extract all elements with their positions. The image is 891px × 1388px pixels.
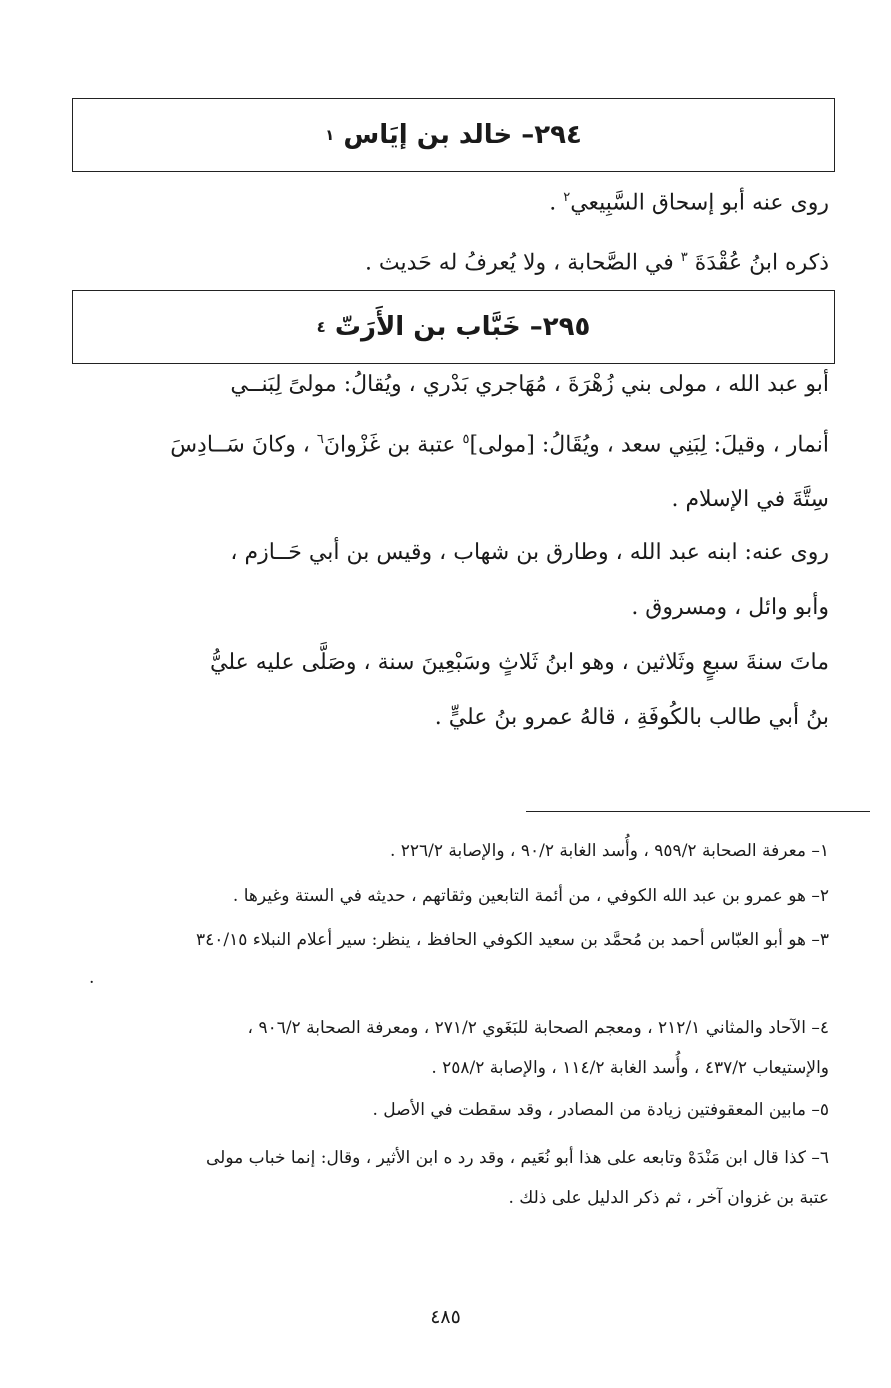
- footnote-2: ٢– هو عمرو بن عبد الله الكوفي ، من أئمة التابعين وثقاتهم ، حديثه في الستة وغيرها .: [232, 886, 829, 906]
- entry-295-para-1-line-2-start: أنمار ، وقيلَ: لِبَنِي سعد ، ويُقَالُ: [مولى]: [469, 432, 829, 458]
- footnote-6-line-2: عتبة بن غزوان آخر ، ثم ذكر الدليل على ذلك .: [508, 1188, 829, 1208]
- entry-295-para-1-line-2: [170, 432, 829, 457]
- footnote-1: ١– معرفة الصحابة ٩٥٩/٢ ، وأُسد الغابة ٩٠/٢ ، والإصابة ٢٢٦/٢ .: [389, 841, 829, 861]
- footnote-4-line-2: والإستيعاب ٤٣٧/٢ ، وأُسد الغابة ١١٤/٢ ، والإصابة ٢٥٨/٢ .: [431, 1058, 829, 1078]
- entry-295-para-1-line-2-end: ، وكانَ سَــادِسَ: [170, 432, 317, 458]
- entry-295-note-ref: ٤: [316, 318, 326, 336]
- entry-295-dash: –: [529, 312, 543, 342]
- footnote-6-line-1: ٦– كذا قال ابن مَنْدَهْ وتابعه على هذا أبو نُعَيم ، وقد رد ه ابن الأثير ، وقال: إنما خباب مولى: [206, 1148, 829, 1168]
- entry-294-name: خالد بن إيَاس: [343, 120, 513, 150]
- entry-294-line-1-end: .: [549, 190, 564, 216]
- entry-295-para-1-line-2-mid: عتبة بن غَزْوانَ: [323, 432, 463, 458]
- entry-295-para-3-line-2: بنُ أبي طالب بالكُوفَةِ ، قالهُ عمرو بنُ عليٍّ .: [434, 705, 829, 730]
- footnote-5: ٥– مابين المعقوفتين زيادة من المصادر ، وقد سقطت في الأصل .: [372, 1100, 829, 1120]
- page-number: ٤٨٥: [430, 1306, 461, 1328]
- entry-295-para-1-line-3: سِتَّةَ في الإسلام .: [671, 487, 829, 512]
- entry-295-heading-box: [72, 290, 835, 364]
- entry-295-number: ٢٩٥: [542, 312, 591, 342]
- footnote-ref-3: ٣: [680, 250, 688, 265]
- entry-294-line-2-end: في الصَّحابة ، ولا يُعرفُ له حَديث .: [364, 250, 681, 276]
- entry-294-line-1-text: روى عنه أبو إسحاق السَّبِيعي: [570, 190, 829, 216]
- entry-294-line-2: [365, 250, 829, 275]
- footnote-ref-5: ٥: [462, 432, 470, 447]
- footnote-separator: [526, 811, 870, 812]
- entry-294-dash: –: [521, 120, 535, 150]
- footnote-3-line-1: ٣– هو أبو العبّاس أحمد بن مُحمَّد بن سعيد الكوفي الحافظ ، ينظر: سير أعلام النبلاء ٣٤٠/١٥: [196, 930, 829, 950]
- entry-294-heading-box: [72, 98, 835, 172]
- entry-295-para-2-line-2: وأبو وائل ، ومسروق .: [631, 595, 829, 620]
- entry-295-para-1-line-1: أبو عبد الله ، مولى بني زُهْرَةَ ، مُهَاجري بَدْري ، ويُقالُ: مولىً لِبَنــي: [230, 372, 829, 397]
- entry-294-line-2-start: ذكره ابنُ عُقْدَةَ: [687, 250, 829, 276]
- entry-295-para-3-line-1: ماتَ سنةَ سبعٍ وثَلاثين ، وهو ابنُ ثَلاثٍ وسَبْعِينَ سنة ، وصَلَّى عليه عليُّ: [210, 650, 829, 675]
- footnote-ref-6: ٦: [316, 432, 324, 447]
- footnote-ref-2: ٢: [563, 190, 571, 205]
- entry-294-line-1: [549, 190, 829, 215]
- entry-294-number: ٢٩٤: [534, 120, 582, 150]
- footnote-4-line-1: ٤– الآحاد والمثاني ٢١٢/١ ، ومعجم الصحابة للبَغَوي ٢٧١/٢ ، ومعرفة الصحابة ٩٠٦/٢ ،: [247, 1018, 829, 1038]
- footnote-3-end-mark: .: [89, 968, 95, 988]
- entry-294-note-ref: ١: [325, 126, 335, 144]
- entry-295-para-2-line-1: روى عنه: ابنه عبد الله ، وطارق بن شهاب ، وقيس بن أبي حَــازم ،: [230, 540, 829, 565]
- entry-295-name: خَبَّاب بن الأَرَتّ: [334, 312, 521, 342]
